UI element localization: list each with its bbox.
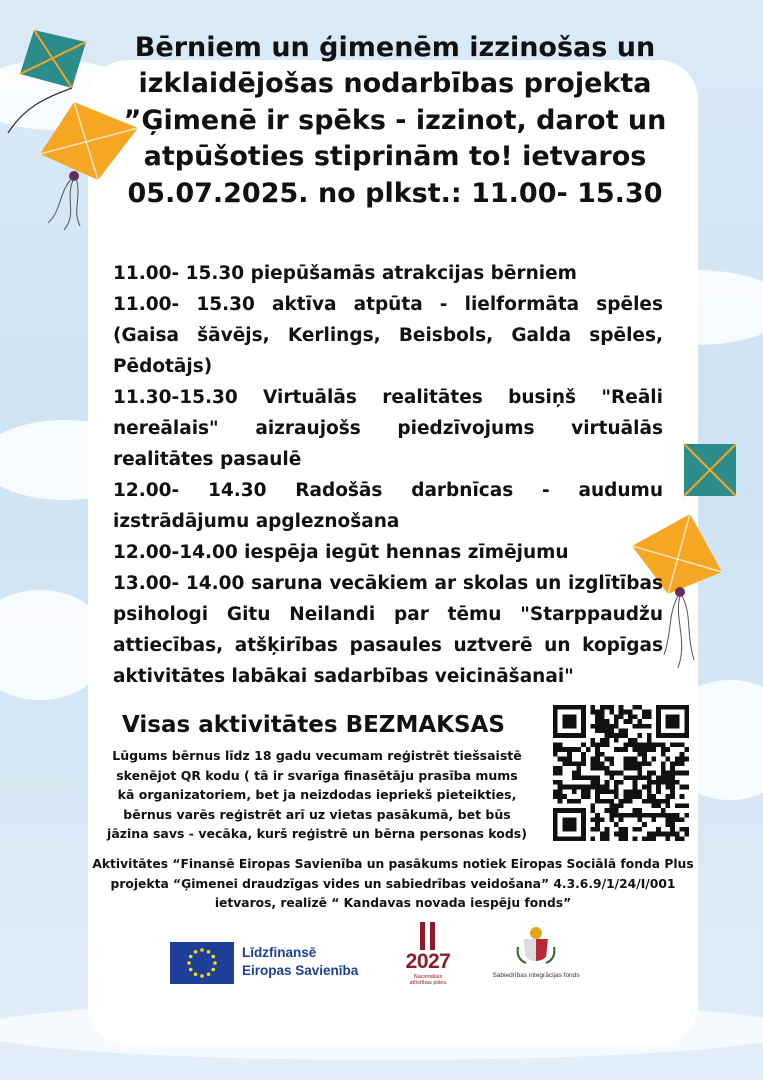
schedule-item: 13.00- 14.00 saruna vecākiem ar skolas un izglītības psihologi Gitu Neilandi par tēmu "Starppaudžu attiecības, atšķirības pasaules uztverē un kopīgas aktivitātes labākai sadarbības veicināšanai" <box>113 573 663 687</box>
nap-bars-icon <box>408 922 448 952</box>
funding-note <box>90 855 696 914</box>
nap-sub: Nacionālais <box>413 974 443 980</box>
funding-line: ietvaros, realizē “ Kandavas novada iespēju fonds” <box>214 896 572 910</box>
nap-logo <box>396 922 460 986</box>
schedule-item: 12.00-14.00 iespēja iegūt hennas zīmējumu <box>113 542 569 563</box>
sif-logo <box>486 925 586 979</box>
eu-line: Līdzfinansē <box>242 945 317 960</box>
registration-note <box>92 746 542 844</box>
latvia-coat-of-arms-icon <box>514 925 558 965</box>
funding-line: projekta “Ģimenei draudzīgas vides un sabiedrības veidošana” 4.3.6.9/1/24/I/001 <box>110 876 676 891</box>
schedule-item: 12.00- 14.30 Radošās darbnīcas - audumu izstrādājumu apgleznošana <box>113 480 663 532</box>
title-line: 05.07.2025. no plkst.: 11.00- 15.30 <box>127 177 663 209</box>
schedule-list <box>113 258 663 692</box>
registration-line: jāzina savs - vecāka, kurš reģistrē un bērna personas kods) <box>107 826 527 841</box>
registration-line: bērnus varēs reģistrēt arī uz vietas pasākumā, bet būs <box>123 806 511 822</box>
title-line: izklaidējošas nodarbības projekta <box>138 68 652 100</box>
title-line: ”Ģimenē ir spēks - izzinot, darot un <box>123 104 667 136</box>
nap-year: 2027 <box>405 950 451 973</box>
funding-line: Aktivitātes “Finansē Eiropas Savienība un pasākums notiek Eiropas Sociālā fonda Plus <box>92 857 694 871</box>
registration-line: skenējot QR kodu ( tā ir svarīga finasētāju prasība mums <box>116 767 518 783</box>
nap-sub: attīstības plāns <box>409 980 447 986</box>
eu-cofinance-label <box>242 944 358 980</box>
registration-line: kā organizatoriem, bet ja neizdodas iepriekš pieteikties, <box>117 787 517 802</box>
free-heading: Visas aktivitātes BEZMAKSAS <box>122 712 505 738</box>
event-title <box>100 30 690 212</box>
eu-line: Eiropas Savienība <box>242 963 359 978</box>
qr-code-icon[interactable] <box>553 705 689 841</box>
kite-teal-right-icon <box>680 440 740 500</box>
title-line: Bērniem un ģimenēm izzinošas un <box>134 32 656 63</box>
registration-line: Lūgums bērnus līdz 18 gadu vecumam reģistrēt tiešsaistē <box>112 748 522 763</box>
sif-name: Sabiedrības integrācijas fonds <box>492 972 580 979</box>
schedule-item: 11.00- 15.30 piepūšamās atrakcijas bērniem <box>113 263 577 284</box>
schedule-item: 11.00- 15.30 aktīva atpūta - lielformāta spēles (Gaisa šāvējs, Kerlings, Beisbols, Galda spēles, Pēdotājs) <box>113 294 663 377</box>
schedule-item: 11.30-15.30 Virtuālās realitātes busiņš "Reāli nereālais" aizraujošs piedzīvojums virtuālās realitātes pasaulē <box>113 387 663 470</box>
eu-flag-icon <box>170 942 234 984</box>
title-line: atpūšoties stiprinām to! ietvaros <box>143 141 647 173</box>
